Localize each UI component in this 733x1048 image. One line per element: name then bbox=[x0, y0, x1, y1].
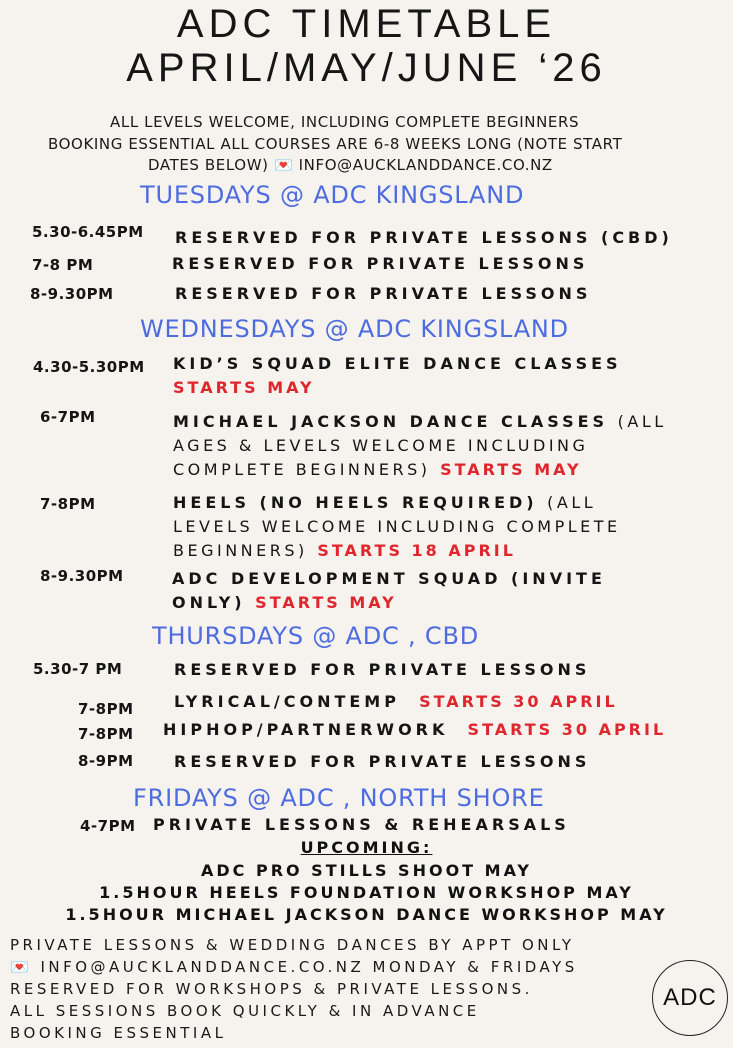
wednesday-class-2-note2: AGES & LEVELS WELCOME INCLUDING bbox=[173, 436, 589, 455]
footer-line4: ALL SESSIONS BOOK QUICKLY & IN ADVANCE bbox=[10, 1002, 480, 1020]
wednesday-class-4-start: STARTS MAY bbox=[255, 593, 397, 612]
friday-time-1: 4-7PM bbox=[80, 817, 136, 835]
wednesday-class-2-note1: (ALL bbox=[617, 412, 667, 431]
footer-text bbox=[10, 934, 578, 1044]
envelope-icon: 💌 bbox=[273, 156, 294, 174]
thursday-time-4: 8-9PM bbox=[78, 752, 134, 770]
tuesday-time-2: 7-8 PM bbox=[32, 256, 94, 274]
intro-dates-text: DATES BELOW) bbox=[148, 156, 269, 174]
adc-logo-text: ADC bbox=[663, 984, 717, 1011]
wednesday-class-4-name: ADC DEVELOPMENT SQUAD (INVITE bbox=[172, 569, 606, 588]
thursday-class-3-start: STARTS 30 APRIL bbox=[467, 720, 667, 739]
wednesday-class-3-name: HEELS (NO HEELS REQUIRED) bbox=[173, 493, 538, 512]
footer-line2: INFO@AUCKLANDDANCE.CO.NZ MONDAY & FRIDAYS bbox=[40, 958, 578, 976]
intro-email-link[interactable]: INFO@AUCKLANDDANCE.CO.NZ bbox=[298, 156, 553, 174]
thursday-class-2-start: STARTS 30 APRIL bbox=[419, 692, 618, 711]
thursday-class-3-name: HIPHOP/PARTNERWORK bbox=[163, 720, 449, 739]
tuesday-time-3: 8-9.30PM bbox=[30, 285, 114, 303]
upcoming-item-2: 1.5HOUR HEELS FOUNDATION WORKSHOP MAY bbox=[99, 883, 634, 902]
intro-line3 bbox=[148, 156, 553, 174]
wednesday-class-3-start: STARTS 18 APRIL bbox=[317, 541, 516, 560]
upcoming-item-1: ADC PRO STILLS SHOOT MAY bbox=[200, 861, 533, 880]
footer-envelope-icon: 💌 bbox=[10, 958, 33, 976]
wednesday-class-3-note1: (ALL bbox=[547, 493, 597, 512]
footer-line1: PRIVATE LESSONS & WEDDING DANCES BY APPT ONLY bbox=[10, 936, 575, 954]
wednesday-time-1: 4.30-5.30PM bbox=[33, 358, 145, 376]
wednesday-time-2: 6-7PM bbox=[40, 408, 96, 426]
wednesday-class-1-name: KID’S SQUAD ELITE DANCE CLASSES bbox=[173, 354, 622, 373]
wednesday-time-4: 8-9.30PM bbox=[40, 567, 124, 585]
tuesday-class-2: RESERVED FOR PRIVATE LESSONS bbox=[172, 254, 589, 273]
wednesday-class-4-name2: ONLY) bbox=[172, 593, 246, 612]
tuesday-heading: TUESDAYS @ ADC KINGSLAND bbox=[140, 181, 525, 209]
thursday-class-4: RESERVED FOR PRIVATE LESSONS bbox=[174, 752, 591, 771]
upcoming-item-3: 1.5HOUR MICHAEL JACKSON DANCE WORKSHOP MAY bbox=[65, 905, 668, 924]
thursday-time-2: 7-8PM bbox=[78, 700, 134, 718]
friday-heading: FRIDAYS @ ADC , NORTH SHORE bbox=[133, 784, 545, 812]
thursday-class-2 bbox=[174, 690, 618, 714]
adc-logo bbox=[652, 960, 728, 1036]
wednesday-time-3: 7-8PM bbox=[40, 495, 96, 513]
thursday-class-3 bbox=[163, 718, 666, 742]
thursday-time-3: 7-8PM bbox=[78, 725, 134, 743]
tuesday-time-1: 5.30-6.45PM bbox=[32, 223, 144, 241]
wednesday-class-2 bbox=[173, 410, 667, 482]
tuesday-class-1: RESERVED FOR PRIVATE LESSONS (CBD) bbox=[175, 228, 673, 247]
wednesday-class-2-note3: COMPLETE BEGINNERS) bbox=[173, 460, 431, 479]
thursday-heading: THURSDAYS @ ADC , CBD bbox=[152, 622, 479, 650]
wednesday-class-4 bbox=[172, 567, 606, 615]
tuesday-class-3: RESERVED FOR PRIVATE LESSONS bbox=[175, 284, 592, 303]
thursday-time-1: 5.30-7 PM bbox=[33, 660, 123, 678]
wednesday-class-3-note2: LEVELS WELCOME INCLUDING COMPLETE bbox=[173, 517, 621, 536]
footer-line5: BOOKING ESSENTIAL bbox=[10, 1024, 227, 1042]
wednesday-class-1-start: STARTS MAY bbox=[173, 378, 315, 397]
footer-line3: RESERVED FOR WORKSHOPS & PRIVATE LESSONS. bbox=[10, 980, 533, 998]
wednesday-class-1 bbox=[173, 352, 622, 400]
wednesday-class-3 bbox=[173, 491, 621, 563]
thursday-class-1: RESERVED FOR PRIVATE LESSONS bbox=[174, 660, 591, 679]
wednesday-class-2-name: MICHAEL JACKSON DANCE CLASSES bbox=[173, 412, 609, 431]
page-title-line2: APRIL/MAY/JUNE ‘26 bbox=[126, 46, 607, 90]
friday-class-1: PRIVATE LESSONS & REHEARSALS bbox=[153, 815, 570, 834]
thursday-class-2-name: LYRICAL/CONTEMP bbox=[174, 692, 400, 711]
intro-line1: ALL LEVELS WELCOME, INCLUDING COMPLETE BEGINNERS bbox=[110, 113, 580, 131]
page-title-line1: ADC TIMETABLE bbox=[176, 2, 557, 46]
intro-line2: BOOKING ESSENTIAL ALL COURSES ARE 6-8 WEEKS LONG (NOTE START bbox=[48, 135, 623, 153]
wednesday-heading: WEDNESDAYS @ ADC KINGSLAND bbox=[140, 315, 569, 343]
upcoming-heading: UPCOMING: bbox=[300, 838, 433, 857]
wednesday-class-2-start: STARTS MAY bbox=[440, 460, 582, 479]
wednesday-class-3-note3: BEGINNERS) bbox=[173, 541, 308, 560]
